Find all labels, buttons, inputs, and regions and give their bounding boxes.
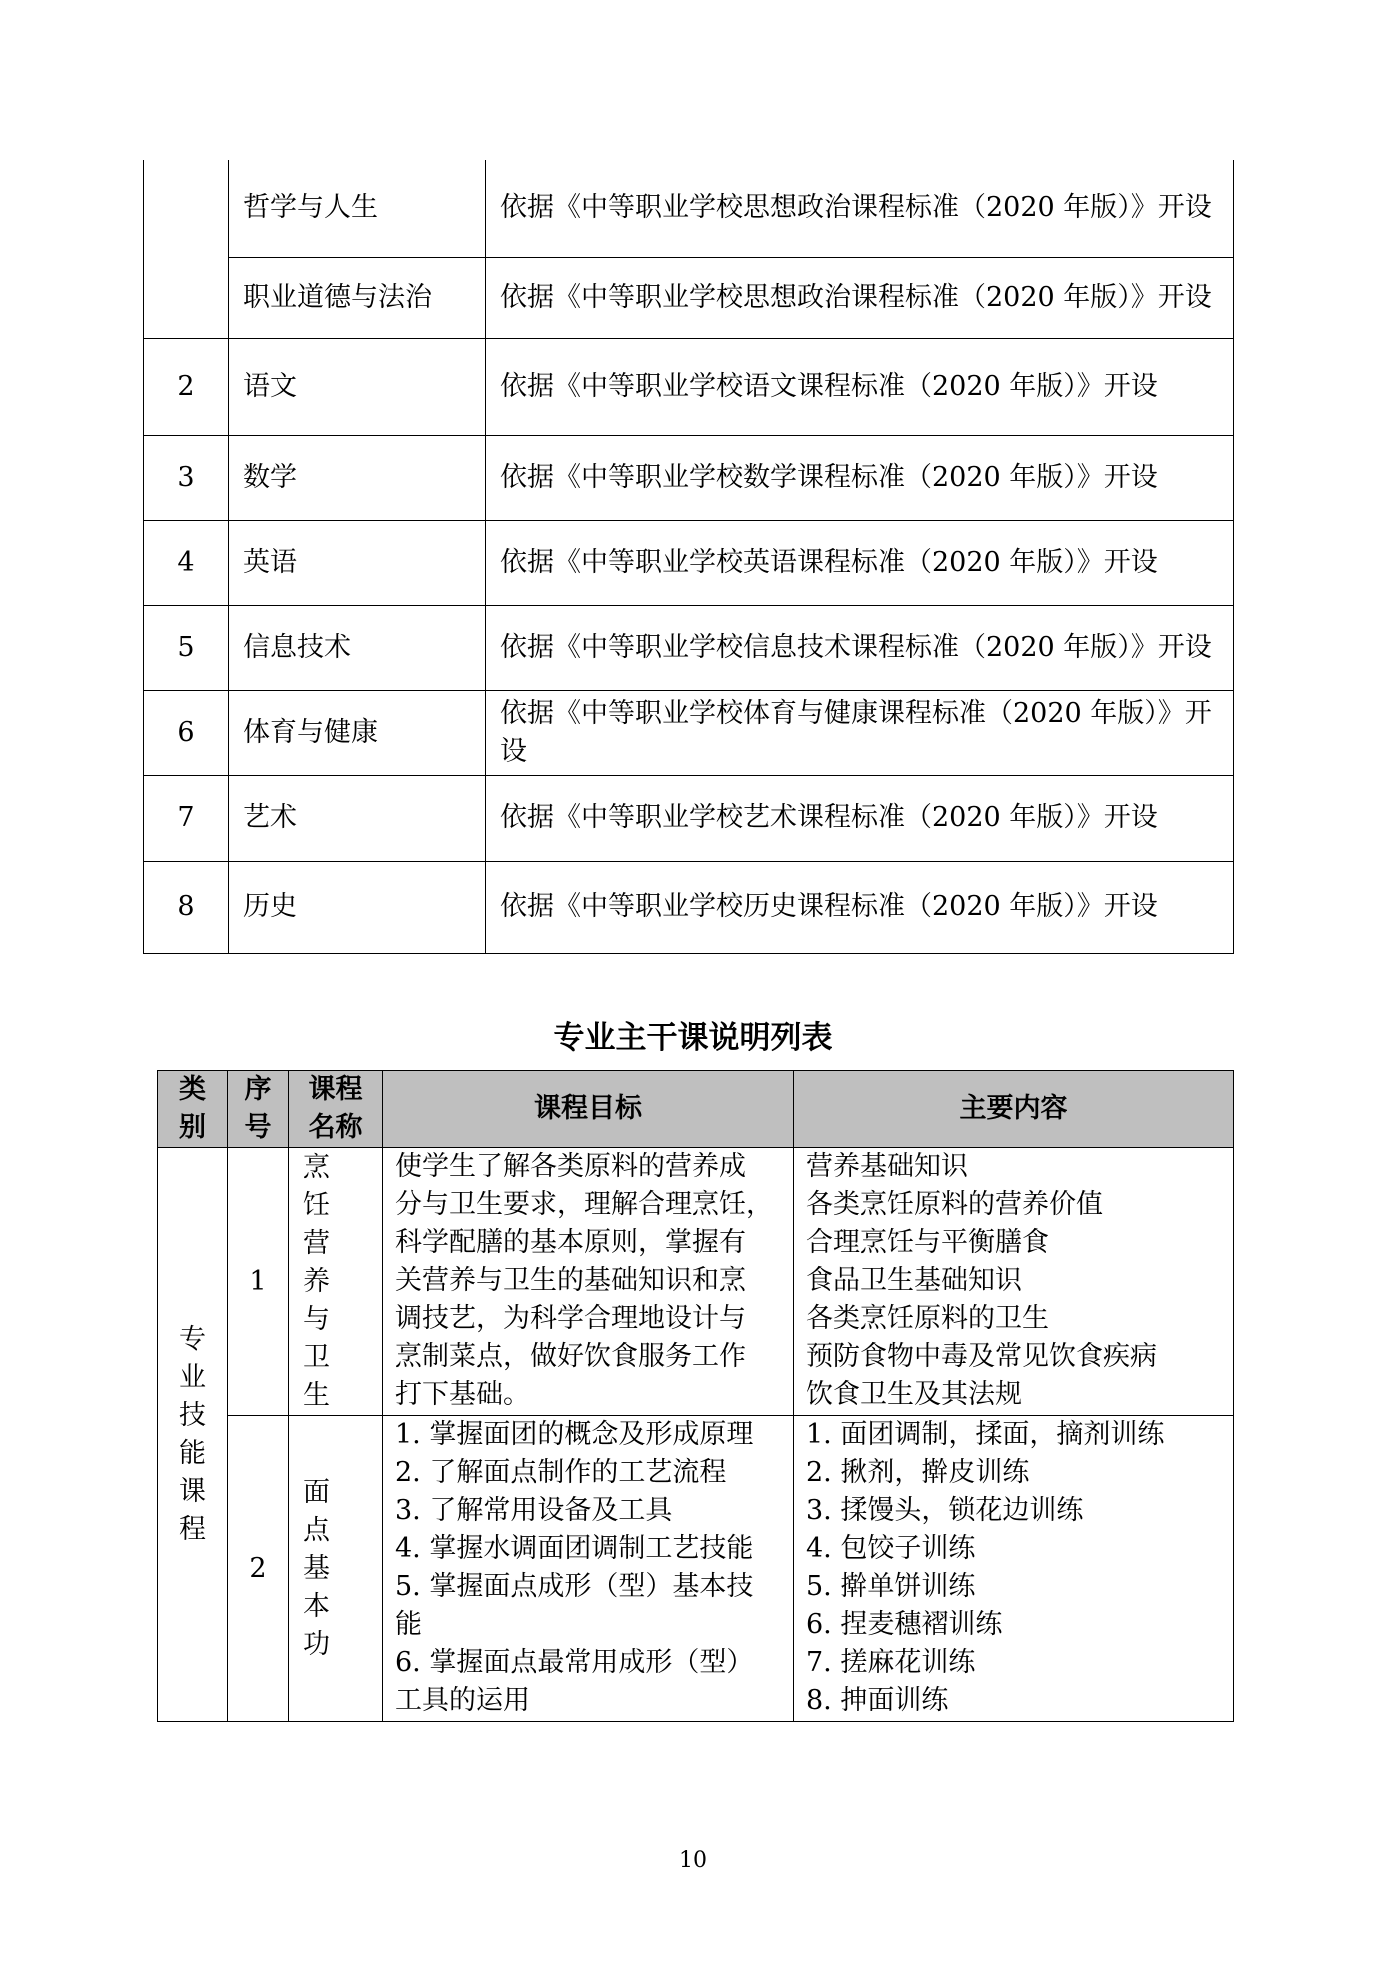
content-line: 3. 揉馒头，锁花边训练: [806, 1495, 1084, 1526]
content-line: 各类烹饪原料的营养价值: [806, 1189, 1103, 1220]
table-row: [144, 605, 1234, 690]
goal-line: 打下基础。: [395, 1379, 530, 1410]
course-name-line: 生: [303, 1379, 338, 1411]
table-row: [144, 690, 1234, 775]
course-content: [794, 1416, 1234, 1722]
content-line: 1. 面团调制，揉面，摘剂训练: [806, 1419, 1165, 1450]
course-name-line: 与卫: [303, 1303, 338, 1373]
course-goal: [383, 1416, 794, 1722]
goal-line: 6. 掌握面点最常用成形（型）: [395, 1647, 754, 1678]
row-number: 5: [144, 605, 229, 690]
goal-line: 能: [395, 1609, 422, 1640]
course-name: 信息技术: [229, 605, 486, 690]
course-name: 职业道德与法治: [229, 257, 486, 338]
course-description: 依据《中等职业学校思想政治课程标准（2020 年版）》开设: [486, 160, 1234, 257]
goal-line: 1. 掌握面团的概念及形成原理: [395, 1419, 754, 1450]
goal-line: 关营养与卫生的基础知识和烹: [395, 1265, 746, 1296]
table-row: [144, 775, 1234, 861]
course-name-line: 营养: [303, 1227, 338, 1297]
category-char: 课: [179, 1475, 206, 1507]
content-line: 8. 抻面训练: [806, 1685, 949, 1716]
core-courses-table: [157, 1070, 1234, 1722]
row-number: 4: [144, 520, 229, 605]
course-content: [794, 1148, 1234, 1416]
header-text: 名称: [308, 1112, 363, 1143]
course-name: 语文: [229, 338, 486, 435]
course-name-line: 基本: [303, 1552, 338, 1622]
header-text: 号: [244, 1112, 272, 1143]
category-cell: [158, 1148, 228, 1722]
course-name-line: 功: [303, 1628, 338, 1660]
content-line: 预防食物中毒及常见饮食疾病: [806, 1341, 1157, 1372]
goal-line: 2. 了解面点制作的工艺流程: [395, 1457, 727, 1488]
goal-line: 工具的运用: [395, 1685, 530, 1716]
header-seq: [228, 1071, 289, 1148]
header-course-name: [289, 1071, 383, 1148]
goal-line: 分与卫生要求，理解合理烹饪，: [395, 1189, 773, 1220]
content-line: 营养基础知识: [806, 1151, 968, 1182]
header-text: 序: [244, 1074, 272, 1105]
goal-line: 5. 掌握面点成形（型）基本技: [395, 1571, 754, 1602]
header-content: 主要内容: [794, 1071, 1234, 1148]
row-number: 2: [144, 338, 229, 435]
general-courses-table: [143, 160, 1234, 954]
category-char: 技: [179, 1399, 206, 1431]
row-number: 3: [144, 435, 229, 520]
course-name-line: 烹饪: [303, 1151, 338, 1221]
goal-line: 使学生了解各类原料的营养成: [395, 1151, 746, 1182]
course-name: 艺术: [229, 775, 486, 861]
table-row: [144, 435, 1234, 520]
category-char: 业: [179, 1361, 206, 1393]
course-name-line: 面点: [303, 1476, 338, 1546]
course-description: 依据《中等职业学校思想政治课程标准（2020 年版）》开设: [486, 257, 1234, 338]
content-line: 5. 擀单饼训练: [806, 1571, 976, 1602]
course-description: 依据《中等职业学校历史课程标准（2020 年版）》开设: [486, 861, 1234, 953]
page-number: 10: [679, 1848, 707, 1873]
row-number: 1: [228, 1148, 289, 1416]
course-name: 哲学与人生: [229, 160, 486, 257]
course-description: 依据《中等职业学校语文课程标准（2020 年版）》开设: [486, 338, 1234, 435]
table-row: [144, 338, 1234, 435]
row-number: 8: [144, 861, 229, 953]
content-line: 4. 包饺子训练: [806, 1533, 976, 1564]
row-number: 6: [144, 690, 229, 775]
header-text: 别: [179, 1112, 206, 1143]
header-category: [158, 1071, 228, 1148]
table-row: [144, 257, 1234, 338]
course-name: 英语: [229, 520, 486, 605]
content-line: 6. 捏麦穗褶训练: [806, 1609, 1003, 1640]
category-char: 程: [179, 1513, 206, 1545]
course-description: 依据《中等职业学校英语课程标准（2020 年版）》开设: [486, 520, 1234, 605]
content-line: 饮食卫生及其法规: [806, 1379, 1022, 1410]
course-name: 数学: [229, 435, 486, 520]
table-title: 专业主干课说明列表: [553, 1020, 833, 1056]
course-name: 历史: [229, 861, 486, 953]
course-description: 依据《中等职业学校艺术课程标准（2020 年版）》开设: [486, 775, 1234, 861]
header-goal: 课程目标: [383, 1071, 794, 1148]
row-number: 2: [228, 1416, 289, 1722]
goal-line: 烹制菜点，做好饮食服务工作: [395, 1341, 746, 1372]
table-row: [144, 520, 1234, 605]
course-description: 依据《中等职业学校信息技术课程标准（2020 年版）》开设: [486, 605, 1234, 690]
table-row: [158, 1148, 1234, 1416]
table-row: [158, 1416, 1234, 1722]
header-row: [158, 1071, 1234, 1148]
course-name: [289, 1148, 383, 1416]
table-row: [144, 861, 1234, 953]
course-name: [289, 1416, 383, 1722]
header-text: 课程: [308, 1074, 363, 1105]
content-line: 各类烹饪原料的卫生: [806, 1303, 1049, 1334]
goal-line: 3. 了解常用设备及工具: [395, 1495, 673, 1526]
category-char: 能: [179, 1437, 206, 1469]
row-number: 7: [144, 775, 229, 861]
row-number: [144, 160, 229, 338]
table-row: [144, 160, 1234, 257]
course-goal: [383, 1148, 794, 1416]
course-description: 依据《中等职业学校体育与健康课程标准（2020 年版）》开设: [486, 690, 1234, 775]
course-name: 体育与健康: [229, 690, 486, 775]
content-line: 7. 搓麻花训练: [806, 1647, 976, 1678]
content-line: 2. 揪剂，擀皮训练: [806, 1457, 1030, 1488]
goal-line: 4. 掌握水调面团调制工艺技能: [395, 1533, 754, 1564]
category-char: 专: [179, 1323, 206, 1355]
goal-line: 科学配膳的基本原则，掌握有: [395, 1227, 746, 1258]
course-description: 依据《中等职业学校数学课程标准（2020 年版）》开设: [486, 435, 1234, 520]
goal-line: 调技艺，为科学合理地设计与: [395, 1303, 746, 1334]
content-line: 合理烹饪与平衡膳食: [806, 1227, 1049, 1258]
content-line: 食品卫生基础知识: [806, 1265, 1022, 1296]
header-text: 类: [179, 1074, 206, 1105]
